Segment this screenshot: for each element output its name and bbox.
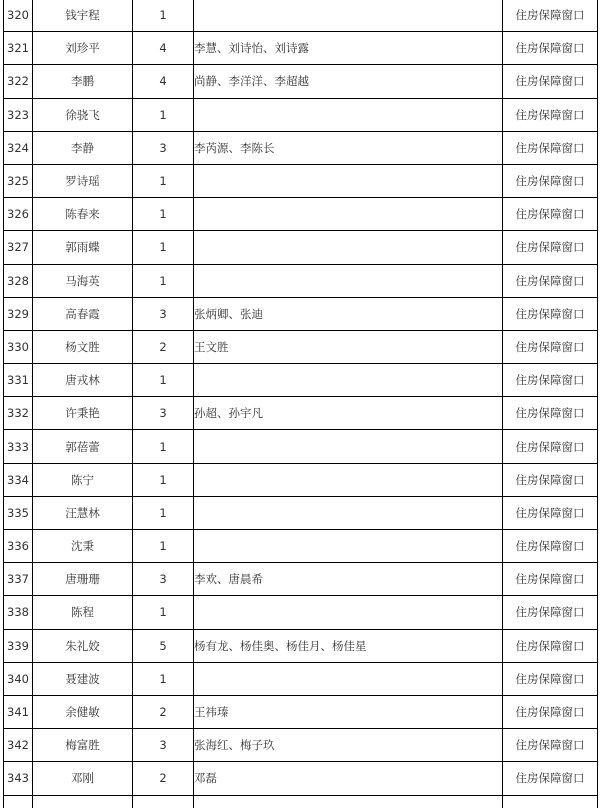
applicant-name-cell: 梅富胜 bbox=[33, 729, 133, 762]
co-applicants-cell bbox=[194, 530, 503, 563]
service-window-cell: 住房保障窗口 bbox=[503, 729, 598, 762]
table-row bbox=[4, 264, 598, 297]
applicant-name-cell: 邓刚 bbox=[33, 762, 133, 795]
applicant-name-cell: 李静 bbox=[33, 131, 133, 164]
household-count-cell: 1 bbox=[133, 662, 194, 695]
applicant-name-cell: 唐戎林 bbox=[33, 364, 133, 397]
table-row-partial bbox=[4, 795, 598, 808]
co-applicants-cell bbox=[194, 463, 503, 496]
applicant-name-cell: 陈春来 bbox=[33, 198, 133, 231]
co-applicants-cell-partial bbox=[194, 795, 503, 808]
table-row bbox=[4, 530, 598, 563]
row-number-cell: 340 bbox=[4, 662, 33, 695]
applicant-name-cell-partial bbox=[33, 795, 133, 808]
table-row bbox=[4, 32, 598, 65]
row-number-cell: 338 bbox=[4, 596, 33, 629]
table-row bbox=[4, 231, 598, 264]
row-number-cell: 321 bbox=[4, 32, 33, 65]
co-applicants-cell bbox=[194, 0, 503, 32]
household-count-cell: 1 bbox=[133, 98, 194, 131]
service-window-cell: 住房保障窗口 bbox=[503, 397, 598, 430]
co-applicants-cell bbox=[194, 430, 503, 463]
co-applicants-cell: 李芮源、李陈长 bbox=[194, 131, 503, 164]
table-row bbox=[4, 364, 598, 397]
applicant-name-cell: 李鹏 bbox=[33, 65, 133, 98]
co-applicants-cell: 孙超、孙宇凡 bbox=[194, 397, 503, 430]
applicant-name-cell: 沈秉 bbox=[33, 530, 133, 563]
applicant-name-cell: 刘珍平 bbox=[33, 32, 133, 65]
row-number-cell: 335 bbox=[4, 496, 33, 529]
row-number-cell: 333 bbox=[4, 430, 33, 463]
co-applicants-cell: 邓磊 bbox=[194, 762, 503, 795]
household-count-cell: 2 bbox=[133, 762, 194, 795]
service-window-cell: 住房保障窗口 bbox=[503, 364, 598, 397]
applicant-name-cell: 徐骁飞 bbox=[33, 98, 133, 131]
household-count-cell: 3 bbox=[133, 131, 194, 164]
table-row bbox=[4, 596, 598, 629]
row-number-cell: 322 bbox=[4, 65, 33, 98]
household-count-cell: 1 bbox=[133, 496, 194, 529]
service-window-cell: 住房保障窗口 bbox=[503, 198, 598, 231]
service-window-cell: 住房保障窗口 bbox=[503, 330, 598, 363]
service-window-cell: 住房保障窗口 bbox=[503, 231, 598, 264]
table-body bbox=[4, 0, 598, 808]
co-applicants-cell: 张炳卿、张迪 bbox=[194, 297, 503, 330]
allocation-table bbox=[3, 0, 598, 808]
applicant-name-cell: 陈程 bbox=[33, 596, 133, 629]
household-count-cell: 1 bbox=[133, 264, 194, 297]
service-window-cell: 住房保障窗口 bbox=[503, 430, 598, 463]
household-count-cell: 2 bbox=[133, 695, 194, 728]
row-number-cell-partial bbox=[4, 795, 33, 808]
applicant-name-cell: 郭雨蝶 bbox=[33, 231, 133, 264]
co-applicants-cell bbox=[194, 231, 503, 264]
household-count-cell: 1 bbox=[133, 463, 194, 496]
co-applicants-cell: 李慧、刘诗怡、刘诗露 bbox=[194, 32, 503, 65]
applicant-name-cell: 杨文胜 bbox=[33, 330, 133, 363]
row-number-cell: 331 bbox=[4, 364, 33, 397]
household-count-cell: 1 bbox=[133, 0, 194, 32]
co-applicants-cell bbox=[194, 364, 503, 397]
service-window-cell: 住房保障窗口 bbox=[503, 530, 598, 563]
table-row bbox=[4, 430, 598, 463]
row-number-cell: 337 bbox=[4, 563, 33, 596]
service-window-cell-partial bbox=[503, 795, 598, 808]
service-window-cell: 住房保障窗口 bbox=[503, 662, 598, 695]
row-number-cell: 326 bbox=[4, 198, 33, 231]
table-row bbox=[4, 662, 598, 695]
applicant-name-cell: 钱宇程 bbox=[33, 0, 133, 32]
applicant-name-cell: 汪慧林 bbox=[33, 496, 133, 529]
row-number-cell: 343 bbox=[4, 762, 33, 795]
row-number-cell: 342 bbox=[4, 729, 33, 762]
row-number-cell: 328 bbox=[4, 264, 33, 297]
household-count-cell: 1 bbox=[133, 530, 194, 563]
service-window-cell: 住房保障窗口 bbox=[503, 98, 598, 131]
applicant-name-cell: 马海英 bbox=[33, 264, 133, 297]
applicant-name-cell: 朱礼姣 bbox=[33, 629, 133, 662]
row-number-cell: 324 bbox=[4, 131, 33, 164]
applicant-name-cell: 余健敏 bbox=[33, 695, 133, 728]
applicant-name-cell: 郭蓓蕾 bbox=[33, 430, 133, 463]
co-applicants-cell bbox=[194, 596, 503, 629]
row-number-cell: 332 bbox=[4, 397, 33, 430]
applicant-name-cell: 罗诗瑶 bbox=[33, 164, 133, 197]
service-window-cell: 住房保障窗口 bbox=[503, 164, 598, 197]
applicant-name-cell: 许秉艳 bbox=[33, 397, 133, 430]
service-window-cell: 住房保障窗口 bbox=[503, 496, 598, 529]
co-applicants-cell bbox=[194, 164, 503, 197]
co-applicants-cell bbox=[194, 198, 503, 231]
row-number-cell: 327 bbox=[4, 231, 33, 264]
row-number-cell: 341 bbox=[4, 695, 33, 728]
household-count-cell: 1 bbox=[133, 231, 194, 264]
table-row bbox=[4, 98, 598, 131]
row-number-cell: 339 bbox=[4, 629, 33, 662]
household-count-cell: 3 bbox=[133, 297, 194, 330]
household-count-cell: 4 bbox=[133, 65, 194, 98]
applicant-name-cell: 陈宁 bbox=[33, 463, 133, 496]
service-window-cell: 住房保障窗口 bbox=[503, 762, 598, 795]
table-row bbox=[4, 496, 598, 529]
service-window-cell: 住房保障窗口 bbox=[503, 264, 598, 297]
co-applicants-cell bbox=[194, 662, 503, 695]
service-window-cell: 住房保障窗口 bbox=[503, 596, 598, 629]
table-row bbox=[4, 0, 598, 32]
household-count-cell: 5 bbox=[133, 629, 194, 662]
household-count-cell: 2 bbox=[133, 330, 194, 363]
household-count-cell: 4 bbox=[133, 32, 194, 65]
row-number-cell: 330 bbox=[4, 330, 33, 363]
co-applicants-cell: 张海红、梅子玖 bbox=[194, 729, 503, 762]
household-count-cell-partial bbox=[133, 795, 194, 808]
row-number-cell: 320 bbox=[4, 0, 33, 32]
applicant-name-cell: 唐珊珊 bbox=[33, 563, 133, 596]
household-count-cell: 1 bbox=[133, 364, 194, 397]
co-applicants-cell: 王祎瑧 bbox=[194, 695, 503, 728]
co-applicants-cell bbox=[194, 264, 503, 297]
applicant-name-cell: 高春霞 bbox=[33, 297, 133, 330]
co-applicants-cell: 尚静、李洋洋、李超越 bbox=[194, 65, 503, 98]
table-row bbox=[4, 463, 598, 496]
table-row bbox=[4, 563, 598, 596]
co-applicants-cell bbox=[194, 496, 503, 529]
co-applicants-cell bbox=[194, 98, 503, 131]
service-window-cell: 住房保障窗口 bbox=[503, 0, 598, 32]
table-row bbox=[4, 297, 598, 330]
co-applicants-cell: 王文胜 bbox=[194, 330, 503, 363]
household-count-cell: 1 bbox=[133, 430, 194, 463]
table-row bbox=[4, 330, 598, 363]
table-row bbox=[4, 131, 598, 164]
service-window-cell: 住房保障窗口 bbox=[503, 131, 598, 164]
household-count-cell: 3 bbox=[133, 397, 194, 430]
table-row bbox=[4, 695, 598, 728]
row-number-cell: 336 bbox=[4, 530, 33, 563]
household-count-cell: 3 bbox=[133, 729, 194, 762]
service-window-cell: 住房保障窗口 bbox=[503, 297, 598, 330]
row-number-cell: 325 bbox=[4, 164, 33, 197]
service-window-cell: 住房保障窗口 bbox=[503, 463, 598, 496]
table-row bbox=[4, 629, 598, 662]
service-window-cell: 住房保障窗口 bbox=[503, 695, 598, 728]
table-row bbox=[4, 397, 598, 430]
household-count-cell: 1 bbox=[133, 198, 194, 231]
household-count-cell: 1 bbox=[133, 164, 194, 197]
co-applicants-cell: 李欢、唐晨希 bbox=[194, 563, 503, 596]
table-row bbox=[4, 198, 598, 231]
applicant-name-cell: 聂建波 bbox=[33, 662, 133, 695]
service-window-cell: 住房保障窗口 bbox=[503, 65, 598, 98]
row-number-cell: 334 bbox=[4, 463, 33, 496]
table-row bbox=[4, 65, 598, 98]
table-row bbox=[4, 762, 598, 795]
row-number-cell: 323 bbox=[4, 98, 33, 131]
household-count-cell: 3 bbox=[133, 563, 194, 596]
row-number-cell: 329 bbox=[4, 297, 33, 330]
table-row bbox=[4, 729, 598, 762]
service-window-cell: 住房保障窗口 bbox=[503, 563, 598, 596]
table-row bbox=[4, 164, 598, 197]
service-window-cell: 住房保障窗口 bbox=[503, 32, 598, 65]
co-applicants-cell: 杨有龙、杨佳奥、杨佳月、杨佳星 bbox=[194, 629, 503, 662]
household-count-cell: 1 bbox=[133, 596, 194, 629]
service-window-cell: 住房保障窗口 bbox=[503, 629, 598, 662]
